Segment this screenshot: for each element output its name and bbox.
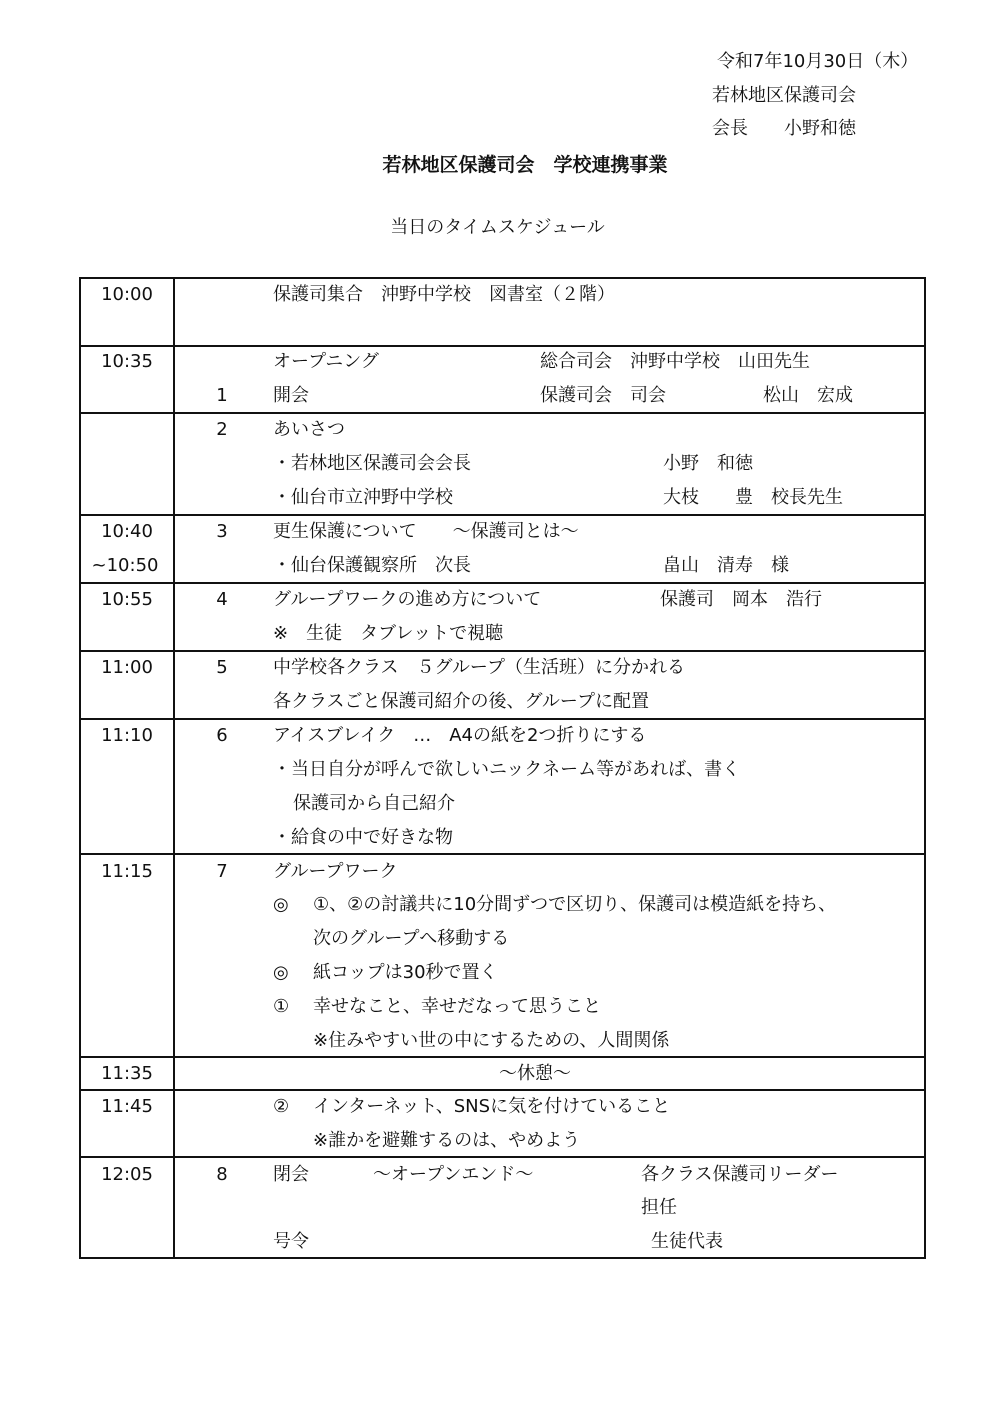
schedule-text: 保護司から自己紹介 (293, 793, 455, 814)
schedule-text: 紙コップは30秒で置く (313, 962, 498, 983)
schedule-person: 保護司 岡本 浩行 (660, 589, 822, 610)
schedule-person: 畠山 清寿 様 (663, 555, 789, 576)
schedule-text: オープニング (273, 351, 379, 372)
time-cell: 11:00 (101, 657, 153, 678)
schedule-role: 保護司会 司会 (540, 385, 666, 406)
schedule-person: 総合司会 沖野中学校 山田先生 (540, 351, 810, 372)
schedule-text: 閉会 (273, 1164, 309, 1185)
chairman-name: 会長 小野和徳 (712, 118, 856, 139)
time-cell: ~10:50 (91, 555, 159, 576)
item-number: 8 (216, 1164, 228, 1185)
schedule-text: あいさつ (273, 419, 345, 440)
bullet-mark: ◎ (273, 962, 289, 983)
schedule-text: 幸せなこと、幸せだなって思うこと (313, 996, 601, 1017)
item-number: 5 (216, 657, 228, 678)
time-cell: 11:15 (101, 861, 153, 882)
bullet-mark: ② (273, 1096, 290, 1117)
table-border (80, 1257, 926, 1259)
schedule-text: インターネット、SNSに気を付けていること (313, 1096, 671, 1117)
bullet-mark: ◎ (273, 894, 289, 915)
schedule-text: グループワークの進め方について (273, 589, 542, 610)
schedule-text: ～オープンエンド～ (373, 1164, 534, 1185)
schedule-text: 各クラスごと保護司紹介の後、グループに配置 (273, 691, 650, 712)
schedule-text: 更生保護について ～保護司とは～ (273, 521, 579, 542)
schedule-text: 開会 (273, 385, 309, 406)
table-border (924, 277, 926, 1259)
item-number: 7 (216, 861, 228, 882)
time-cell: 11:10 (101, 725, 153, 746)
schedule-text: ※誰かを避難するのは、やめよう (313, 1130, 581, 1151)
schedule-person: 各クラス保護司リーダー (641, 1164, 839, 1185)
schedule-text: 保護司集合 沖野中学校 図書室（２階） (273, 284, 615, 305)
time-cell: 10:35 (101, 351, 153, 372)
schedule-person: 大枝 豊 校長先生 (663, 487, 843, 508)
schedule-person: 小野 和徳 (663, 453, 753, 474)
schedule-text: 中学校各クラス ５グループ（生活班）に分かれる (273, 657, 686, 678)
schedule-person: 担任 (641, 1197, 677, 1218)
document-subtitle: 当日のタイムスケジュール (390, 217, 605, 238)
item-number: 6 (216, 725, 228, 746)
schedule-person: 生徒代表 (651, 1231, 723, 1252)
break-label: ～休憩～ (499, 1063, 571, 1084)
schedule-person: 松山 宏成 (763, 385, 853, 406)
schedule-text: ①、②の討議共に10分間ずつで区切り、保護司は模造紙を持ち、 (313, 894, 837, 915)
document-date: 令和7年10月30日（木） (717, 51, 919, 72)
schedule-text: アイスブレイク … A4の紙を2つ折りにする (273, 725, 647, 746)
item-number: 3 (216, 521, 228, 542)
schedule-text: ・給食の中で好きな物 (273, 827, 453, 848)
schedule-text: 次のグループへ移動する (313, 928, 510, 949)
schedule-text: 号令 (273, 1231, 309, 1252)
item-number: 2 (216, 419, 228, 440)
schedule-text: ・若林地区保護司会会長 (273, 453, 471, 474)
time-cell: 12:05 (101, 1164, 153, 1185)
schedule-text: ・仙台市立沖野中学校 (273, 487, 453, 508)
schedule-text: ※ 生徒 タブレットで視聴 (273, 623, 504, 644)
time-cell: 11:45 (101, 1096, 153, 1117)
schedule-text: グループワーク (273, 861, 398, 882)
time-cell: 10:55 (101, 589, 153, 610)
schedule-text: ・仙台保護観察所 次長 (273, 555, 471, 576)
time-cell: 10:40 (101, 521, 153, 542)
item-number: 1 (216, 385, 228, 406)
schedule-text: ・当日自分が呼んで欲しいニックネーム等があれば、書く (273, 759, 741, 780)
document-title: 若林地区保護司会 学校連携事業 (382, 154, 668, 176)
item-number: 4 (216, 589, 228, 610)
bullet-mark: ① (273, 996, 290, 1017)
schedule-text: ※住みやすい世の中にするための、人間関係 (313, 1030, 670, 1051)
time-cell: 11:35 (101, 1063, 153, 1084)
organization-name: 若林地区保護司会 (712, 85, 856, 106)
time-cell: 10:00 (101, 284, 153, 305)
